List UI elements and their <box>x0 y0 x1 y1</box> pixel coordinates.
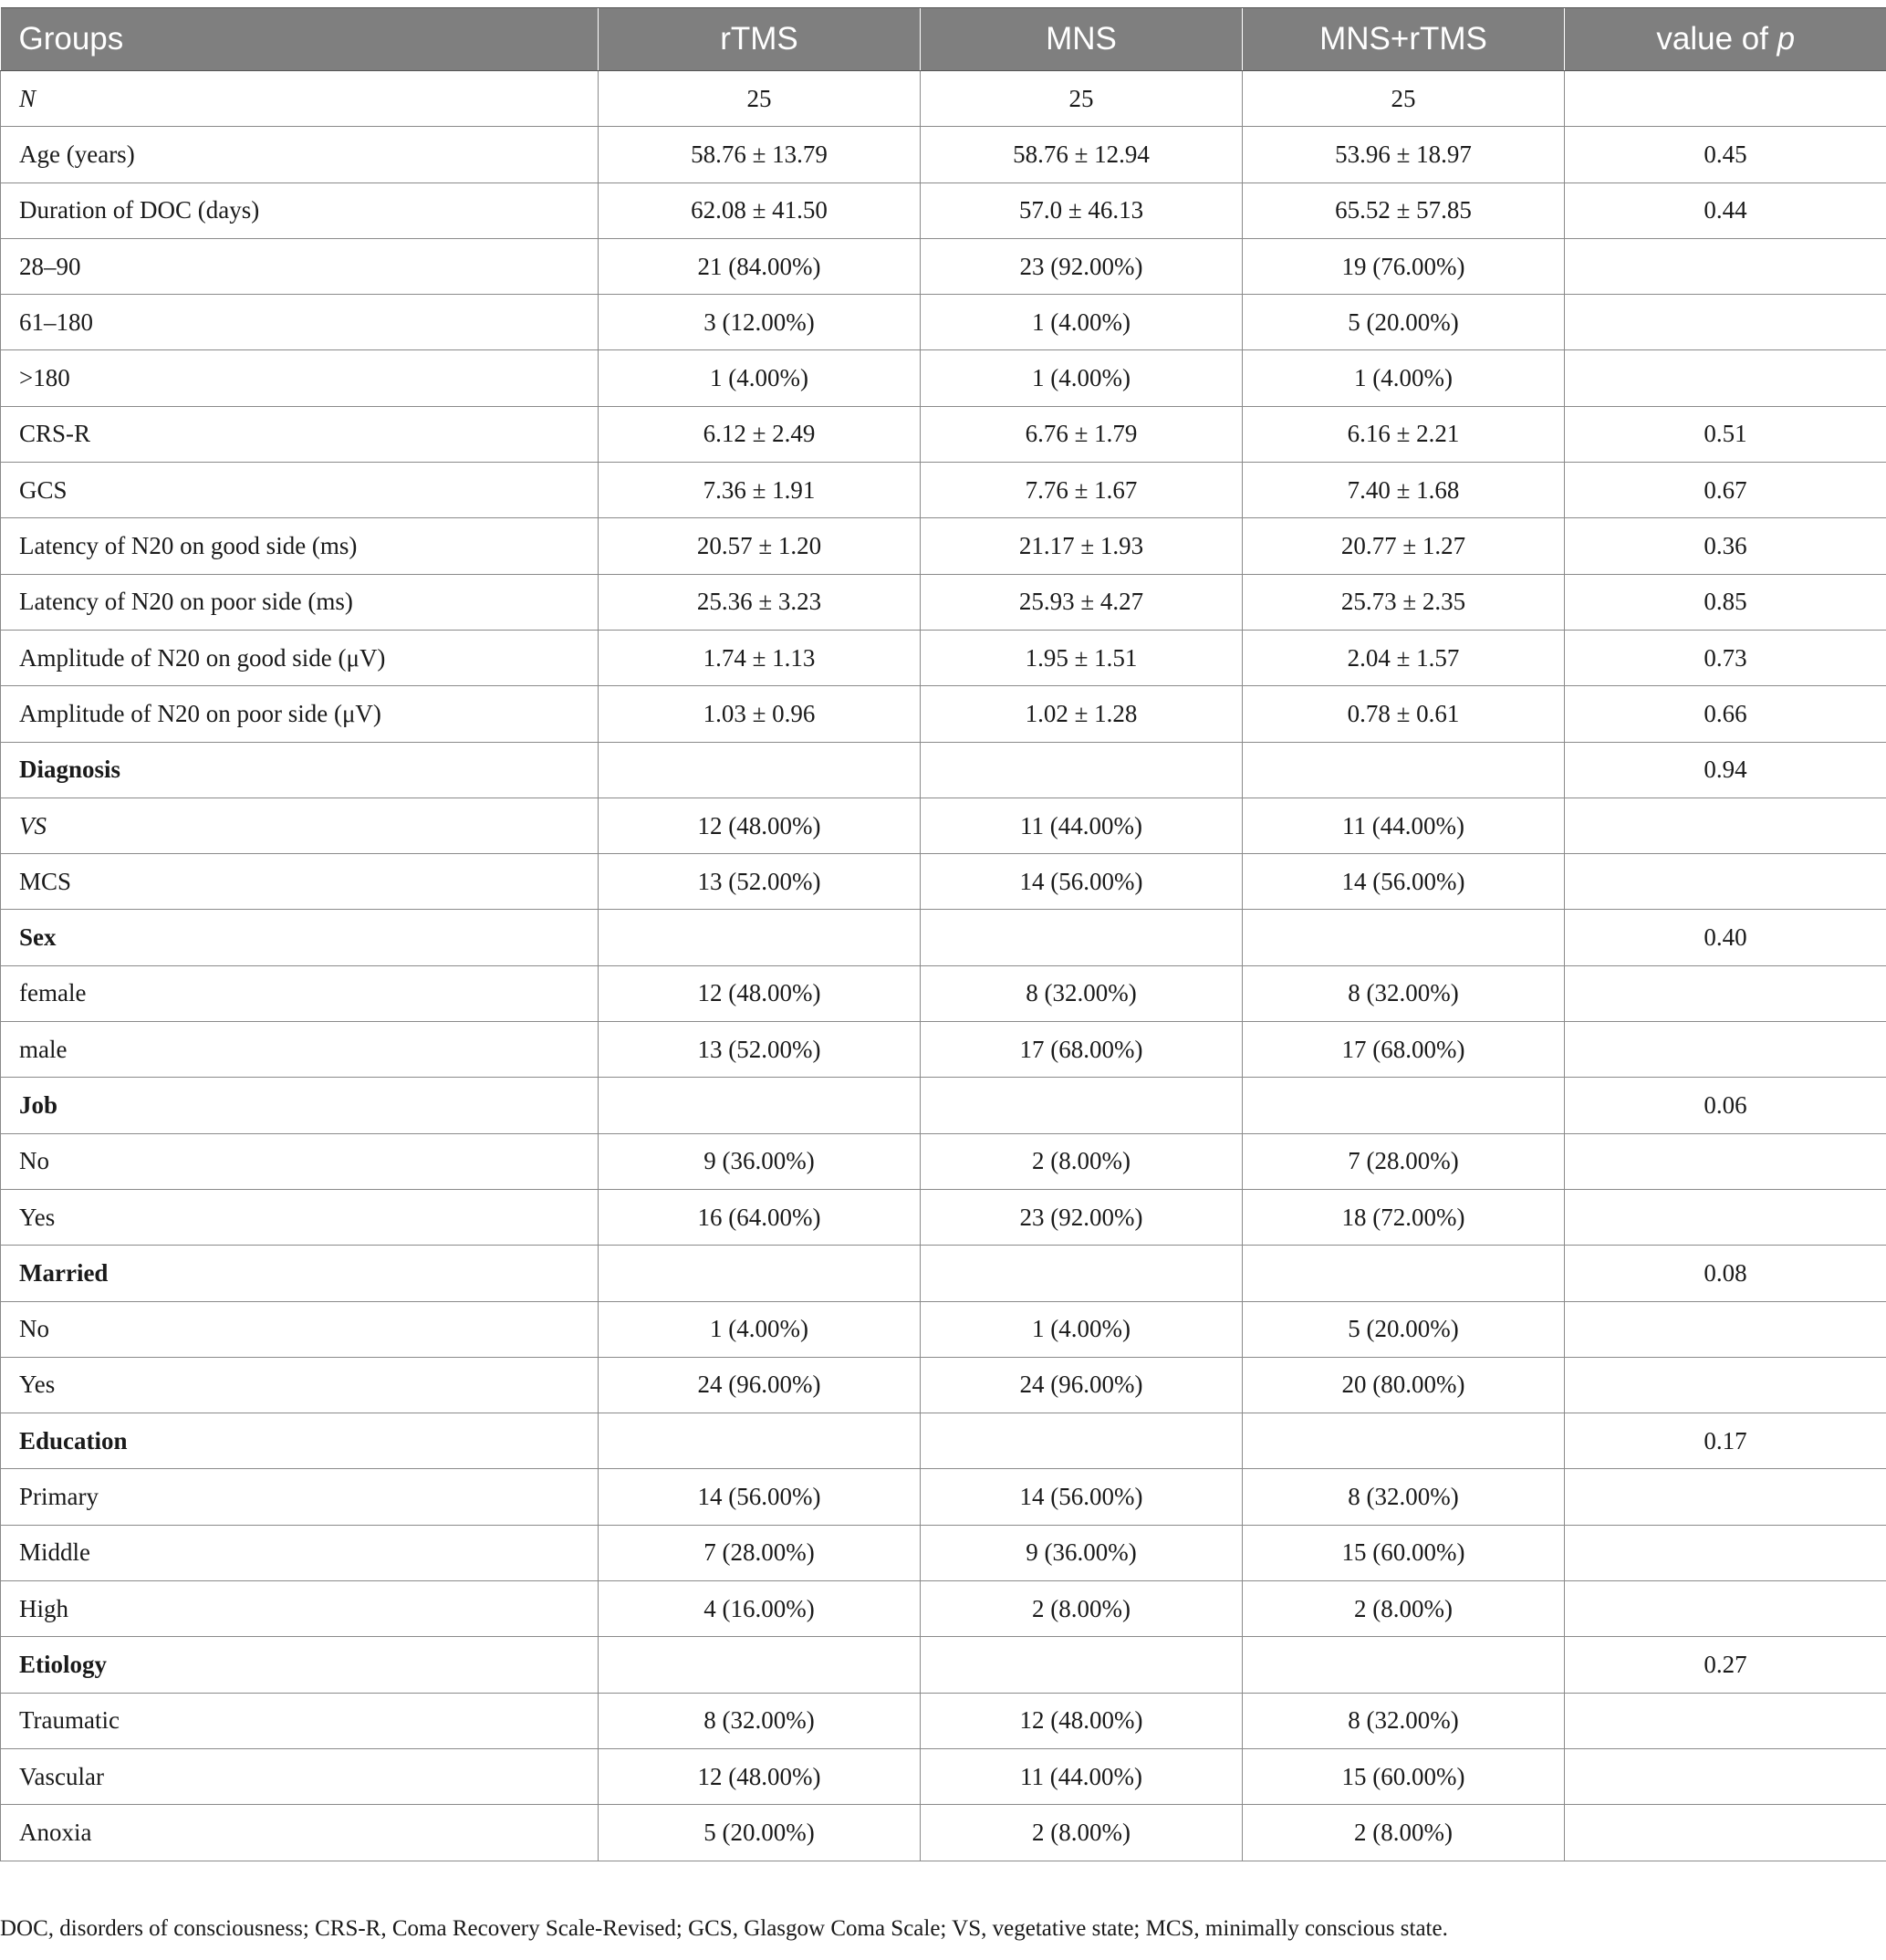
mns-cell: 9 (36.00%) <box>921 1525 1243 1580</box>
mns-rtms-cell: 0.78 ± 0.61 <box>1243 686 1565 742</box>
p-value-cell: 0.27 <box>1565 1637 1886 1693</box>
table-row <box>1 1301 1886 1357</box>
rtms-cell: 25.36 ± 3.23 <box>599 574 921 630</box>
header-groups: Groups <box>1 8 599 71</box>
rtms-cell: 62.08 ± 41.50 <box>599 182 921 238</box>
mns-rtms-cell: 8 (32.00%) <box>1243 965 1565 1021</box>
mns-cell: 17 (68.00%) <box>921 1022 1243 1078</box>
p-value-cell: 0.17 <box>1565 1413 1886 1469</box>
mns-rtms-cell: 20.77 ± 1.27 <box>1243 518 1565 574</box>
rtms-cell <box>599 1413 921 1469</box>
mns-cell: 2 (8.00%) <box>921 1133 1243 1189</box>
p-value-cell: 0.85 <box>1565 574 1886 630</box>
mns-rtms-cell: 2.04 ± 1.57 <box>1243 630 1565 685</box>
data-table <box>0 7 1886 1861</box>
row-label-cell: Anoxia <box>1 1805 599 1861</box>
mns-cell: 14 (56.00%) <box>921 1469 1243 1525</box>
rtms-cell: 4 (16.00%) <box>599 1581 921 1637</box>
mns-rtms-cell: 7 (28.00%) <box>1243 1133 1565 1189</box>
row-label-cell: CRS-R <box>1 406 599 462</box>
row-label-cell: Duration of DOC (days) <box>1 182 599 238</box>
row-label-cell: Diagnosis <box>1 742 599 798</box>
table-row <box>1 238 1886 294</box>
mns-rtms-cell: 8 (32.00%) <box>1243 1693 1565 1748</box>
mns-rtms-cell: 8 (32.00%) <box>1243 1469 1565 1525</box>
p-value-cell: 0.44 <box>1565 182 1886 238</box>
p-value-cell: 0.66 <box>1565 686 1886 742</box>
rtms-cell: 1.74 ± 1.13 <box>599 630 921 685</box>
row-label-cell: Age (years) <box>1 127 599 182</box>
mns-cell: 1 (4.00%) <box>921 295 1243 350</box>
table-row <box>1 1133 1886 1189</box>
table-row <box>1 71 1886 127</box>
mns-cell: 14 (56.00%) <box>921 854 1243 910</box>
mns-rtms-cell: 20 (80.00%) <box>1243 1357 1565 1413</box>
p-value-cell: 0.51 <box>1565 406 1886 462</box>
table-row <box>1 182 1886 238</box>
table-row <box>1 1693 1886 1748</box>
mns-rtms-cell: 18 (72.00%) <box>1243 1189 1565 1245</box>
rtms-cell <box>599 910 921 965</box>
mns-cell: 25 <box>921 71 1243 127</box>
row-label-cell: Etiology <box>1 1637 599 1693</box>
table-row <box>1 798 1886 853</box>
mns-rtms-cell: 19 (76.00%) <box>1243 238 1565 294</box>
mns-cell: 11 (44.00%) <box>921 798 1243 853</box>
mns-rtms-cell: 15 (60.00%) <box>1243 1748 1565 1804</box>
mns-rtms-cell: 25 <box>1243 71 1565 127</box>
header-p-value-prefix: value of <box>1656 21 1777 57</box>
table-row <box>1 854 1886 910</box>
p-value-cell <box>1565 1748 1886 1804</box>
row-label-cell: Married <box>1 1246 599 1301</box>
mns-cell <box>921 1078 1243 1133</box>
table-row <box>1 1581 1886 1637</box>
p-value-cell <box>1565 1693 1886 1748</box>
row-label-cell: Yes <box>1 1189 599 1245</box>
table-row <box>1 1805 1886 1861</box>
header-rtms: rTMS <box>599 8 921 71</box>
p-value-cell <box>1565 798 1886 853</box>
mns-cell: 1 (4.00%) <box>921 1301 1243 1357</box>
row-label-cell: Education <box>1 1413 599 1469</box>
mns-cell: 21.17 ± 1.93 <box>921 518 1243 574</box>
mns-rtms-cell: 15 (60.00%) <box>1243 1525 1565 1580</box>
p-value-cell <box>1565 71 1886 127</box>
table-row <box>1 406 1886 462</box>
row-label-cell: Latency of N20 on poor side (ms) <box>1 574 599 630</box>
rtms-cell: 1 (4.00%) <box>599 1301 921 1357</box>
rtms-cell: 24 (96.00%) <box>599 1357 921 1413</box>
p-value-cell <box>1565 238 1886 294</box>
mns-rtms-cell: 14 (56.00%) <box>1243 854 1565 910</box>
p-value-cell <box>1565 1357 1886 1413</box>
table-row <box>1 574 1886 630</box>
mns-cell: 23 (92.00%) <box>921 238 1243 294</box>
row-label-cell: Yes <box>1 1357 599 1413</box>
rtms-cell: 1.03 ± 0.96 <box>599 686 921 742</box>
mns-cell: 1 (4.00%) <box>921 350 1243 406</box>
rtms-cell: 13 (52.00%) <box>599 1022 921 1078</box>
row-label-cell: Amplitude of N20 on poor side (μV) <box>1 686 599 742</box>
p-value-cell <box>1565 350 1886 406</box>
row-label-cell: Amplitude of N20 on good side (μV) <box>1 630 599 685</box>
table-row <box>1 686 1886 742</box>
rtms-cell: 12 (48.00%) <box>599 798 921 853</box>
mns-rtms-cell <box>1243 742 1565 798</box>
row-label-cell: Vascular <box>1 1748 599 1804</box>
mns-cell: 7.76 ± 1.67 <box>921 463 1243 518</box>
table-row <box>1 1748 1886 1804</box>
mns-cell <box>921 1246 1243 1301</box>
rtms-cell: 12 (48.00%) <box>599 1748 921 1804</box>
row-label-cell: Traumatic <box>1 1693 599 1748</box>
rtms-cell: 5 (20.00%) <box>599 1805 921 1861</box>
rtms-cell: 21 (84.00%) <box>599 238 921 294</box>
p-value-cell: 0.94 <box>1565 742 1886 798</box>
p-value-cell: 0.67 <box>1565 463 1886 518</box>
p-value-cell <box>1565 1805 1886 1861</box>
p-value-cell: 0.45 <box>1565 127 1886 182</box>
rtms-cell: 9 (36.00%) <box>599 1133 921 1189</box>
p-value-cell <box>1565 965 1886 1021</box>
mns-cell: 6.76 ± 1.79 <box>921 406 1243 462</box>
table-row <box>1 127 1886 182</box>
mns-rtms-cell: 65.52 ± 57.85 <box>1243 182 1565 238</box>
mns-rtms-cell <box>1243 910 1565 965</box>
table-row <box>1 1189 1886 1245</box>
mns-cell: 8 (32.00%) <box>921 965 1243 1021</box>
row-label-cell: male <box>1 1022 599 1078</box>
table-body <box>1 71 1886 1861</box>
rtms-cell: 25 <box>599 71 921 127</box>
p-value-cell <box>1565 1525 1886 1580</box>
p-value-cell <box>1565 1301 1886 1357</box>
section-row <box>1 1246 1886 1301</box>
mns-cell: 23 (92.00%) <box>921 1189 1243 1245</box>
p-value-cell <box>1565 295 1886 350</box>
mns-cell: 1.02 ± 1.28 <box>921 686 1243 742</box>
mns-rtms-cell <box>1243 1637 1565 1693</box>
section-row <box>1 1637 1886 1693</box>
mns-rtms-cell: 5 (20.00%) <box>1243 295 1565 350</box>
mns-cell <box>921 1637 1243 1693</box>
p-value-cell: 0.73 <box>1565 630 1886 685</box>
mns-rtms-cell: 2 (8.00%) <box>1243 1805 1565 1861</box>
rtms-cell <box>599 1246 921 1301</box>
mns-rtms-cell: 7.40 ± 1.68 <box>1243 463 1565 518</box>
header-mns: MNS <box>921 8 1243 71</box>
rtms-cell: 58.76 ± 13.79 <box>599 127 921 182</box>
rtms-cell: 20.57 ± 1.20 <box>599 518 921 574</box>
row-label-cell: N <box>1 71 599 127</box>
mns-rtms-cell: 1 (4.00%) <box>1243 350 1565 406</box>
header-mns-rtms: MNS+rTMS <box>1243 8 1565 71</box>
table-row <box>1 1469 1886 1525</box>
rtms-cell: 7.36 ± 1.91 <box>599 463 921 518</box>
p-value-cell <box>1565 1581 1886 1637</box>
mns-cell: 2 (8.00%) <box>921 1805 1243 1861</box>
rtms-cell: 7 (28.00%) <box>599 1525 921 1580</box>
row-label-cell: Middle <box>1 1525 599 1580</box>
header-p-symbol: p <box>1777 21 1796 57</box>
row-label-cell: Job <box>1 1078 599 1133</box>
mns-cell <box>921 1413 1243 1469</box>
row-label-cell: female <box>1 965 599 1021</box>
mns-cell: 11 (44.00%) <box>921 1748 1243 1804</box>
row-label-cell: 61–180 <box>1 295 599 350</box>
mns-rtms-cell: 17 (68.00%) <box>1243 1022 1565 1078</box>
section-row <box>1 1413 1886 1469</box>
row-label-cell: >180 <box>1 350 599 406</box>
p-value-cell: 0.36 <box>1565 518 1886 574</box>
table-row <box>1 295 1886 350</box>
rtms-cell: 3 (12.00%) <box>599 295 921 350</box>
rtms-cell: 16 (64.00%) <box>599 1189 921 1245</box>
p-value-cell <box>1565 1189 1886 1245</box>
mns-rtms-cell: 6.16 ± 2.21 <box>1243 406 1565 462</box>
p-value-cell: 0.06 <box>1565 1078 1886 1133</box>
mns-rtms-cell: 25.73 ± 2.35 <box>1243 574 1565 630</box>
rtms-cell: 1 (4.00%) <box>599 350 921 406</box>
table-footnote: DOC, disorders of consciousness; CRS-R, Coma Recovery Scale-Revised; GCS, Glasgow Coma Scale; VS, vegetative state; MCS, minimally conscious state. <box>0 1916 1448 1941</box>
p-value-cell <box>1565 1469 1886 1525</box>
mns-rtms-cell: 53.96 ± 18.97 <box>1243 127 1565 182</box>
section-row <box>1 742 1886 798</box>
table-row <box>1 965 1886 1021</box>
row-label-cell: No <box>1 1133 599 1189</box>
row-label-cell: 28–90 <box>1 238 599 294</box>
row-label-cell: No <box>1 1301 599 1357</box>
header-p-value <box>1565 8 1886 71</box>
mns-rtms-cell: 2 (8.00%) <box>1243 1581 1565 1637</box>
mns-cell: 24 (96.00%) <box>921 1357 1243 1413</box>
table-row <box>1 463 1886 518</box>
table-row <box>1 1525 1886 1580</box>
mns-cell: 57.0 ± 46.13 <box>921 182 1243 238</box>
p-value-cell: 0.08 <box>1565 1246 1886 1301</box>
row-label-cell: MCS <box>1 854 599 910</box>
section-row <box>1 910 1886 965</box>
mns-cell: 1.95 ± 1.51 <box>921 630 1243 685</box>
mns-cell: 12 (48.00%) <box>921 1693 1243 1748</box>
p-value-cell <box>1565 1022 1886 1078</box>
rtms-cell: 8 (32.00%) <box>599 1693 921 1748</box>
header-row <box>1 8 1886 71</box>
rtms-cell <box>599 1078 921 1133</box>
mns-rtms-cell <box>1243 1246 1565 1301</box>
p-value-cell: 0.40 <box>1565 910 1886 965</box>
row-label-cell: Latency of N20 on good side (ms) <box>1 518 599 574</box>
mns-cell: 25.93 ± 4.27 <box>921 574 1243 630</box>
mns-cell <box>921 742 1243 798</box>
mns-cell: 58.76 ± 12.94 <box>921 127 1243 182</box>
table-row <box>1 630 1886 685</box>
mns-cell <box>921 910 1243 965</box>
rtms-cell <box>599 1637 921 1693</box>
rtms-cell <box>599 742 921 798</box>
section-row <box>1 1078 1886 1133</box>
table-row <box>1 518 1886 574</box>
mns-rtms-cell: 5 (20.00%) <box>1243 1301 1565 1357</box>
rtms-cell: 13 (52.00%) <box>599 854 921 910</box>
row-label-cell: High <box>1 1581 599 1637</box>
row-label-cell: VS <box>1 798 599 853</box>
rtms-cell: 14 (56.00%) <box>599 1469 921 1525</box>
table-row <box>1 1022 1886 1078</box>
p-value-cell <box>1565 854 1886 910</box>
row-label-cell: GCS <box>1 463 599 518</box>
row-label-cell: Primary <box>1 1469 599 1525</box>
p-value-cell <box>1565 1133 1886 1189</box>
mns-rtms-cell <box>1243 1078 1565 1133</box>
table-row <box>1 1357 1886 1413</box>
table-row <box>1 350 1886 406</box>
row-label-cell: Sex <box>1 910 599 965</box>
rtms-cell: 12 (48.00%) <box>599 965 921 1021</box>
mns-rtms-cell <box>1243 1413 1565 1469</box>
mns-rtms-cell: 11 (44.00%) <box>1243 798 1565 853</box>
mns-cell: 2 (8.00%) <box>921 1581 1243 1637</box>
rtms-cell: 6.12 ± 2.49 <box>599 406 921 462</box>
